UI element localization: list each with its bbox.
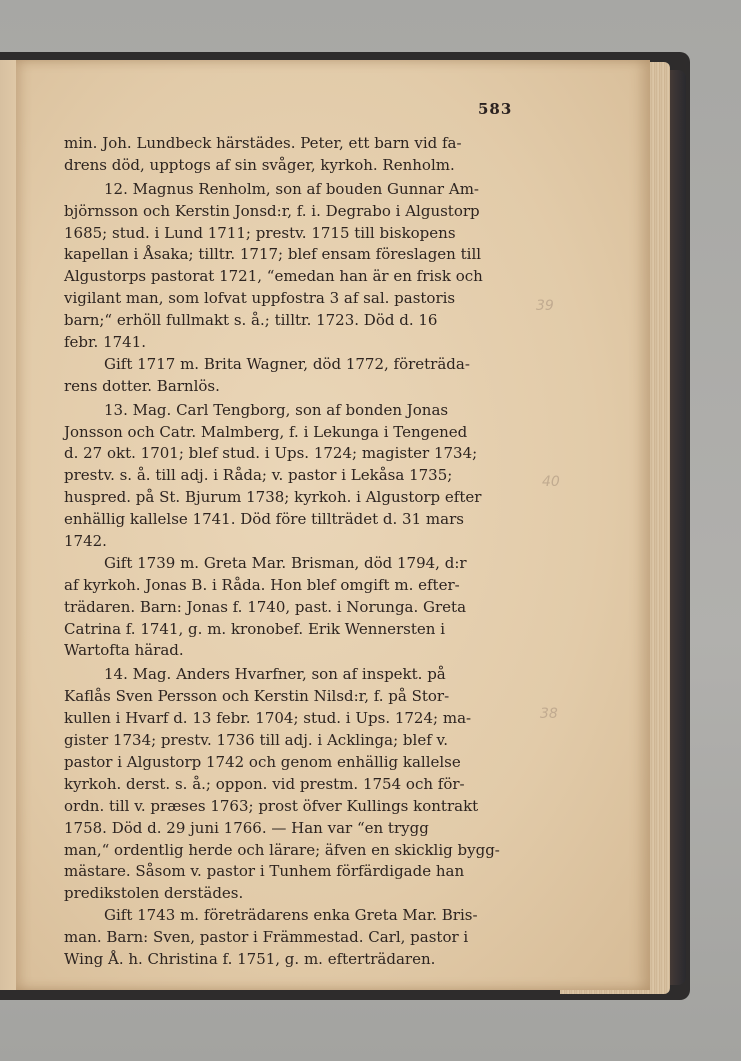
- text-line: [64, 354, 519, 376]
- text-line: [64, 133, 519, 155]
- text-line-content: 1742.: [64, 532, 107, 551]
- text-line-content: pastor i Algustorp 1742 och genom enhällig kallelse: [64, 752, 461, 771]
- text-line-content: 13. Mag. Carl Tengborg, son af bonden Jonas: [104, 400, 449, 419]
- text-line-content: gister 1734; prestv. 1736 till adj. i Acklinga; blef v.: [64, 731, 448, 750]
- text-line-content: huspred. på St. Bjurum 1738; kyrkoh. i Algustorp efter: [64, 488, 482, 507]
- text-line-content: Algustorps pastorat 1721, “emedan han är en frisk och: [64, 267, 483, 286]
- text-line: [64, 266, 519, 288]
- text-line: [64, 376, 519, 398]
- text-line: [64, 223, 519, 245]
- text-line: [64, 553, 519, 575]
- text-line: [64, 619, 519, 641]
- text-line-content: predikstolen derstädes.: [64, 884, 244, 903]
- text-line: [64, 818, 519, 840]
- text-line: [64, 465, 519, 487]
- text-line-content: prestv. s. å. till adj. i Råda; v. pastor i Lekåsa 1735;: [64, 466, 453, 485]
- text-line-content: björnsson och Kerstin Jonsd:r, f. i. Degrabo i Algustorp: [64, 201, 480, 220]
- text-line: [64, 443, 519, 465]
- text-line: [64, 400, 519, 422]
- text-line-content: drens död, upptogs af sin svåger, kyrkoh. Renholm.: [64, 155, 455, 174]
- text-line: [64, 883, 519, 905]
- text-line: [64, 575, 519, 597]
- text-line-content: 12. Magnus Renholm, son af bouden Gunnar Am-: [104, 179, 479, 198]
- text-line: [64, 730, 519, 752]
- text-line-content: af kyrkoh. Jonas B. i Råda. Hon blef omgift m. efter-: [64, 575, 460, 594]
- margin-pencil-note: 38: [540, 706, 558, 722]
- text-line: [64, 640, 519, 662]
- text-line-content: kapellan i Åsaka; tilltr. 1717; blef ensam föreslagen till: [64, 245, 482, 264]
- text-line: [64, 708, 519, 730]
- text-line: [64, 531, 519, 553]
- text-line-content: enhällig kallelse 1741. Död före tillträdet d. 31 mars: [64, 510, 464, 529]
- text-line: [64, 905, 519, 927]
- text-line-content: Gift 1739 m. Greta Mar. Brisman, död 1794, d:r: [104, 553, 467, 572]
- text-line-content: d. 27 okt. 1701; blef stud. i Ups. 1724; magister 1734;: [64, 444, 478, 463]
- text-line: [64, 686, 519, 708]
- text-line-content: Catrina f. 1741, g. m. kronobef. Erik Wennersten i: [64, 619, 446, 638]
- text-line-content: Gift 1743 m. företrädarens enka Greta Mar. Bris-: [104, 906, 478, 925]
- text-line: [64, 774, 519, 796]
- text-line-content: Wing Å. h. Christina f. 1751, g. m. efterträdaren.: [64, 949, 436, 968]
- text-line: [64, 332, 519, 354]
- margin-pencil-note: 40: [542, 474, 560, 490]
- text-line-content: Kaflås Sven Persson och Kerstin Nilsd:r, f. på Stor-: [64, 687, 450, 706]
- text-line-content: barn;“ erhöll fullmakt s. å.; tilltr. 1723. Död d. 16: [64, 311, 438, 330]
- text-line-content: trädaren. Barn: Jonas f. 1740, past. i Norunga. Greta: [64, 597, 467, 616]
- text-line: [64, 487, 519, 509]
- text-line: [64, 509, 519, 531]
- text-line: [64, 664, 519, 686]
- text-line: [64, 244, 519, 266]
- text-line: [64, 310, 519, 332]
- text-line-content: ordn. till v. præses 1763; prost öfver Kullings kontrakt: [64, 796, 479, 815]
- page-body-text: [64, 133, 519, 971]
- text-line-content: min. Joh. Lundbeck härstädes. Peter, ett barn vid fa-: [64, 134, 462, 152]
- page-number: 583: [478, 100, 513, 118]
- text-line-content: rens dotter. Barnlös.: [64, 376, 220, 395]
- text-line-content: 1758. Död d. 29 juni 1766. — Han var “en trygg: [64, 818, 429, 837]
- text-line: [64, 422, 519, 444]
- text-line: [64, 597, 519, 619]
- margin-pencil-note: 39: [536, 298, 554, 314]
- text-line: [64, 288, 519, 310]
- text-line: [64, 949, 519, 971]
- text-line-content: vigilant man, som lofvat uppfostra 3 af sal. pastoris: [64, 289, 456, 308]
- text-line-content: Jonsson och Catr. Malmberg, f. i Lekunga i Tengened: [64, 422, 468, 441]
- text-line: [64, 861, 519, 883]
- text-line-content: Wartofta härad.: [64, 641, 184, 660]
- text-line-content: man. Barn: Sven, pastor i Främmestad. Carl, pastor i: [64, 928, 469, 947]
- text-line-content: kyrkoh. derst. s. å.; oppon. vid prestm. 1754 och för-: [64, 774, 465, 793]
- text-line-content: mästare. Såsom v. pastor i Tunhem förfärdigade han: [64, 862, 465, 881]
- text-line-content: 1685; stud. i Lund 1711; prestv. 1715 till biskopens: [64, 223, 456, 242]
- text-line: [64, 179, 519, 201]
- text-line-content: Gift 1717 m. Brita Wagner, död 1772, företräda-: [104, 354, 470, 373]
- text-line-content: kullen i Hvarf d. 13 febr. 1704; stud. i Ups. 1724; ma-: [64, 709, 472, 728]
- text-line-content: febr. 1741.: [64, 333, 147, 352]
- text-line-content: 14. Mag. Anders Hvarfner, son af inspekt. på: [104, 665, 446, 684]
- text-line: [64, 155, 519, 177]
- text-line: [64, 201, 519, 223]
- text-line-content: man,“ ordentlig herde och lärare; äfven en skicklig bygg-: [64, 840, 500, 859]
- text-line: [64, 927, 519, 949]
- text-line: [64, 840, 519, 862]
- text-line: [64, 796, 519, 818]
- text-line: [64, 752, 519, 774]
